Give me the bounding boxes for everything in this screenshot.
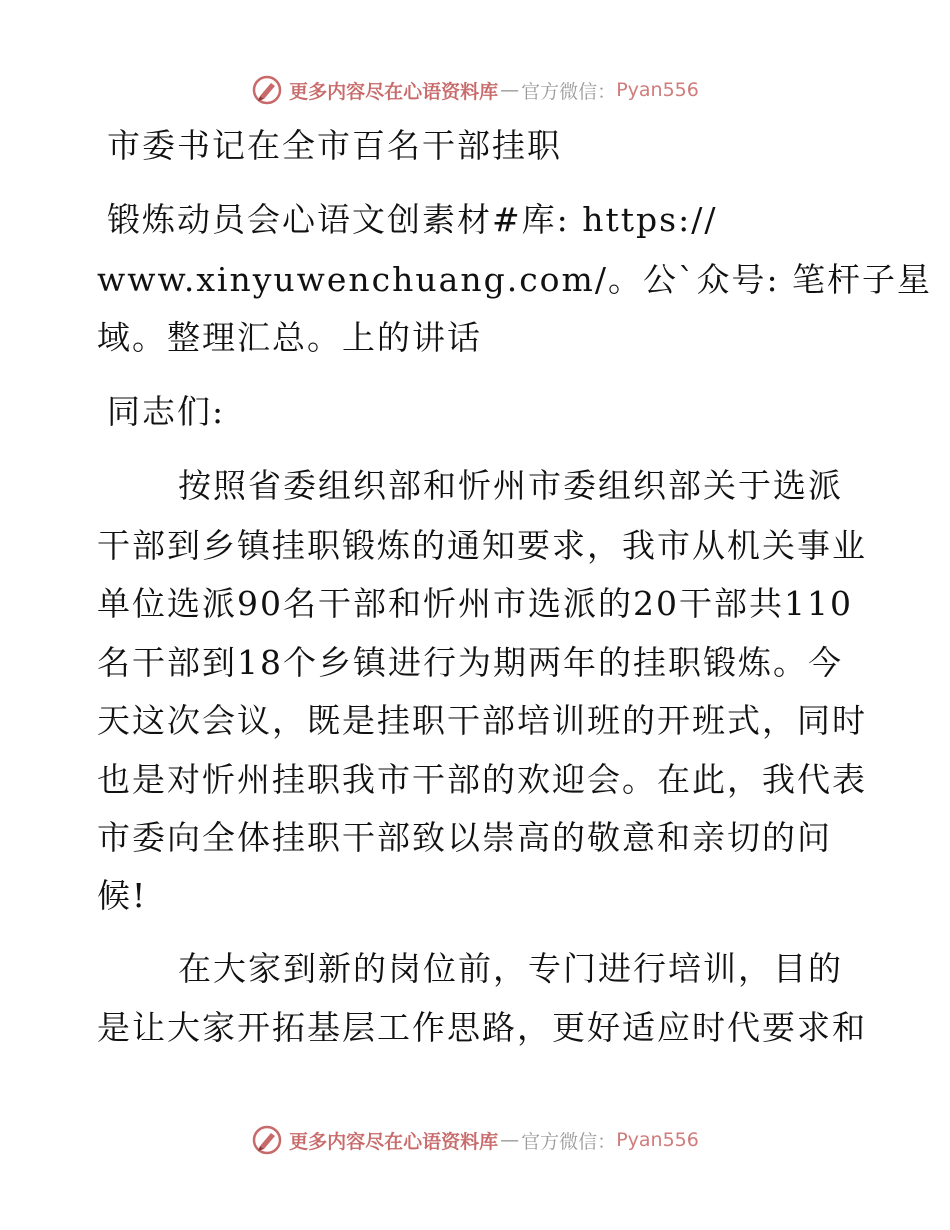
paragraph-1-line: 名干部到18个乡镇进行为期两年的挂职锻炼。今 (97, 643, 843, 682)
watermark-wechat-id: Pyan556 (616, 79, 699, 101)
title-line-1: 市委书记在全市百名干部挂职 (107, 126, 562, 165)
watermark-wechat-label: 官方微信： (521, 80, 617, 103)
paragraph-2-line: 在大家到新的岗位前，专门进行培训，目的 (178, 949, 843, 988)
paragraph-1-line: 也是对忻州挂职我市干部的欢迎会。在此，我代表 (97, 760, 867, 799)
pen-logo-icon (251, 1124, 283, 1156)
paragraph-1-line: 市委向全体挂职干部致以崇高的敬意和亲切的问 (97, 818, 832, 857)
watermark-dash: — (500, 79, 520, 101)
title-line-4: 域。整理汇总。上的讲话 (97, 318, 482, 357)
watermark-banner-bottom (0, 1120, 950, 1160)
salutation: 同志们: (107, 392, 226, 431)
paragraph-1-line: 按照省委组织部和忻州市委组织部关于选派 (178, 466, 843, 505)
paragraph-1-line: 干部到乡镇挂职锻炼的通知要求，我市从机关事业 (97, 526, 867, 565)
title-line-3: www.xinyuwenchuang.com/。公`众号: 笔杆子星 (97, 260, 933, 299)
watermark-banner-top (0, 70, 950, 110)
pen-logo-icon (251, 74, 283, 106)
paragraph-1-line: 天这次会议，既是挂职干部培训班的开班式，同时 (97, 701, 867, 740)
paragraph-1-line: 单位选派90名干部和忻州市选派的20干部共110 (97, 584, 853, 623)
watermark-wechat-id: Pyan556 (616, 1129, 699, 1151)
watermark-text: 更多内容尽在心语资料库 (289, 1130, 499, 1153)
paragraph-2-line: 是让大家开拓基层工作思路，更好适应时代要求和 (97, 1008, 867, 1047)
watermark-text: 更多内容尽在心语资料库 (289, 80, 499, 103)
paragraph-1-line: 候! (97, 876, 148, 915)
watermark-dash: — (500, 1129, 520, 1151)
watermark-wechat-label: 官方微信： (521, 1130, 617, 1153)
title-line-2: 锻炼动员会心语文创素材#库: https:// (107, 200, 718, 239)
